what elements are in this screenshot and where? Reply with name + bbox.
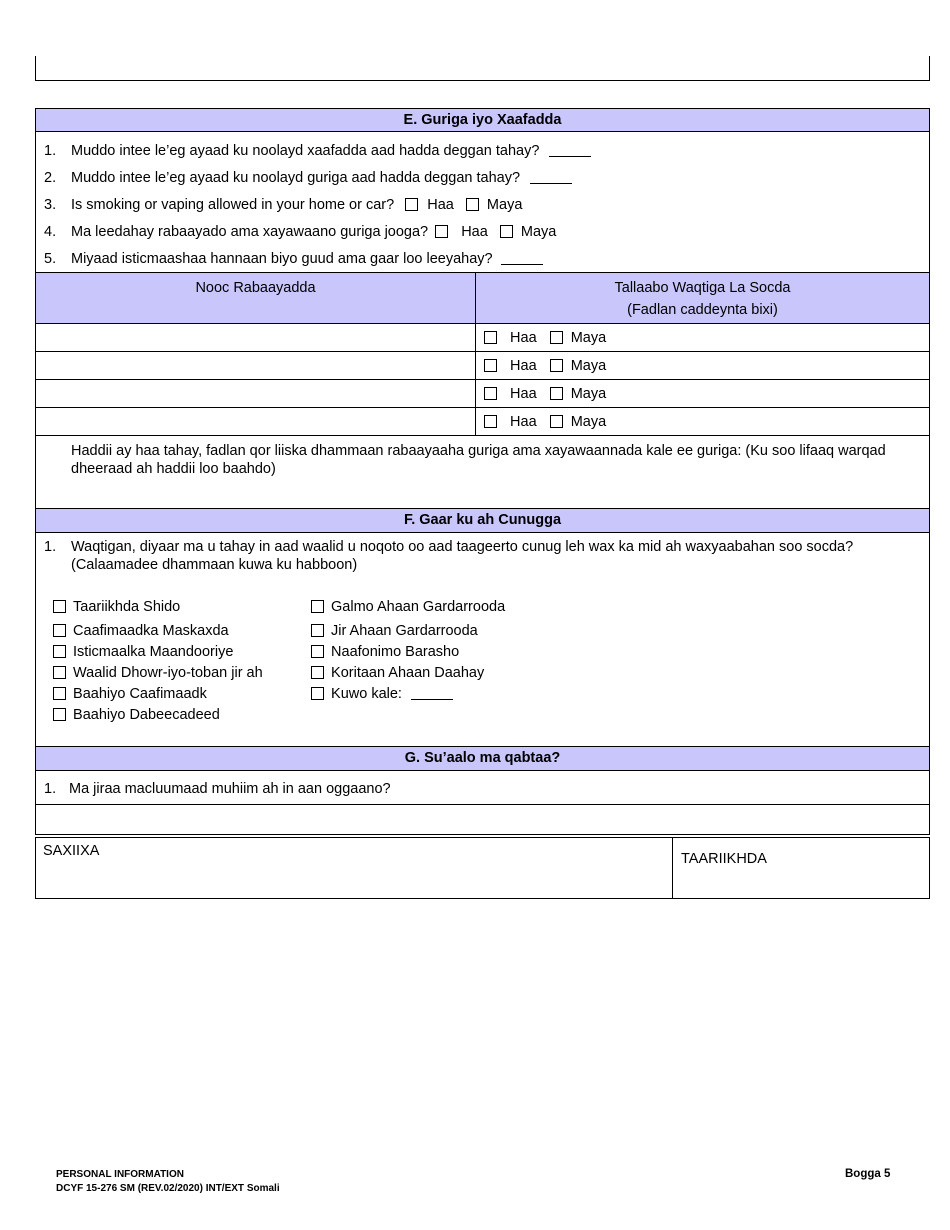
f-option-other[interactable] [311,686,505,707]
e-q4 [71,224,556,240]
e-q5 [71,251,543,267]
f-option-label: Koritaan Ahaan Daahay [331,665,485,681]
f-left-options [53,599,263,728]
section-g-title: G. Su’aalo ma qabtaa? [404,750,561,766]
pets-row-3-yes-checkbox[interactable] [484,387,497,400]
f-option-physically-aggressive[interactable] [311,623,505,644]
f-option-label: Naafonimo Barasho [331,644,460,660]
e-q3-yes-label: Haa [427,197,454,213]
f-option-label: Caafimaadka Maskaxda [73,623,229,639]
e-q4-yes-label: Haa [461,224,488,240]
f-option-label: Baahiyo Dabeecadeed [73,707,220,723]
g-q1-text: Ma jiraa macluumaad muhiim ah in aan oggaano? [69,781,391,797]
f-q1-text-line2: (Calaamadee dhammaan kuwa ku habboon) [71,557,358,573]
f-option-seizure-history[interactable] [53,599,263,623]
date-field[interactable] [673,870,929,898]
pets-row-3-yes-label: Haa [510,386,537,402]
pets-row-1-yes-label: Haa [510,330,537,346]
footer-form-number: DCYF 15-276 SM (REV.02/2020) INT/EXT Somali [56,1183,280,1194]
g-q1-number: 1. [44,781,57,797]
g-q1-answer-area[interactable] [36,805,929,834]
pets-row-2-yes-checkbox[interactable] [484,359,497,372]
f-option-mental-health[interactable] [53,623,263,644]
f-option-label: Waalid Dhowr-iyo-toban jir ah [73,665,263,681]
f-q1-number: 1. [44,539,57,555]
e-q1-answer-blank[interactable] [549,156,591,157]
f-option-medical-needs[interactable] [53,686,263,707]
e-q1-text: Muddo intee le’eg ayaad ku noolayd xaafadda aad hadda deggan tahay? [71,143,540,159]
date-label: TAARIIKHDA [681,851,767,867]
e-q1-number: 1. [44,143,57,159]
pets-col-vaccination-header-line2: (Fadlan caddeynta bixi) [627,302,778,318]
pets-row-3-no-label: Maya [570,386,607,402]
f-option-label: Galmo Ahaan Gardarrooda [331,599,506,615]
f-option-other-blank[interactable] [411,699,453,700]
footer-page-number: Bogga 5 [845,1168,891,1180]
f-option-label: Isticmaalka Maandooriye [73,644,234,660]
pets-row-1 [484,330,606,346]
e-q4-no-label: Maya [520,224,557,240]
pets-col-type-header: Nooc Rabaayadda [195,280,316,296]
f-option-developmental-delay[interactable] [311,665,505,686]
pets-row-2-yes-label: Haa [510,358,537,374]
signature-label: SAXIIXA [43,843,100,859]
e-q4-text: Ma leedahay rabaayado ama xayawaano guriga jooga? [71,224,429,240]
e-q2 [71,170,572,186]
f-option-label: Kuwo kale: [331,686,402,702]
e-q3-yes-checkbox[interactable] [405,198,418,211]
f-option-label: Taariikhda Shido [73,599,181,615]
f-option-behavioral-needs[interactable] [53,707,263,728]
pets-row-1-no-label: Maya [570,330,607,346]
pets-row-1-yes-checkbox[interactable] [484,331,497,344]
pets-row-4-yes-checkbox[interactable] [484,415,497,428]
pets-row-4-no-checkbox[interactable] [550,415,563,428]
signature-field[interactable] [36,862,672,898]
pets-row-3-no-checkbox[interactable] [550,387,563,400]
pets-row-2 [484,358,606,374]
previous-section-box [35,56,930,81]
section-e-title: E. Guriga iyo Xaafadda [403,112,562,128]
f-right-options [311,599,505,707]
f-option-substance-use[interactable] [53,644,263,665]
e-q2-text: Muddo intee le’eg ayaad ku noolayd guriga aad hadda deggan tahay? [71,170,521,186]
f-option-label: Baahiyo Caafimaadk [73,686,207,702]
pets-row-4-no-label: Maya [570,414,607,430]
footer-personal-information: PERSONAL INFORMATION [56,1169,184,1180]
f-option-learning-disability[interactable] [311,644,505,665]
f-q1-text-line1: Waqtigan, diyaar ma u tahay in aad waalid u noqoto oo aad taageerto cunug leh wax ka mid ah waxyaabahan soo socda? [71,539,854,555]
section-g-header [35,746,930,771]
e-q3-text: Is smoking or vaping allowed in your home or car? [71,197,395,213]
e-q4-yes-checkbox[interactable] [435,225,448,238]
pets-list-note: Haddii ay haa tahay, fadlan qor liiska dhammaan rabaayaaha guriga ama xayawaannada kale ee guriga: (Ku soo lifaaq warqad dheeraad ah haddii loo baahdo) [71,443,886,477]
pets-row-2-no-label: Maya [570,358,607,374]
f-option-sexually-aggressive[interactable] [311,599,505,623]
e-q4-no-checkbox[interactable] [500,225,513,238]
pets-col-vaccination-header-line1: Tallaabo Waqtiga La Socda [614,280,791,296]
e-q3-no-label: Maya [486,197,523,213]
pets-row-4-yes-label: Haa [510,414,537,430]
section-f-header [35,508,930,533]
e-q3-number: 3. [44,197,57,213]
pets-row-4 [484,414,606,430]
e-q3-no-checkbox[interactable] [466,198,479,211]
e-q5-answer-blank[interactable] [501,264,543,265]
e-q4-number: 4. [44,224,57,240]
section-e-header [35,108,930,132]
section-f-title: F. Gaar ku ah Cunugga [403,512,562,528]
e-q5-number: 5. [44,251,57,267]
e-q2-answer-blank[interactable] [530,183,572,184]
pets-row-2-no-checkbox[interactable] [550,359,563,372]
e-q5-text: Miyaad isticmaashaa hannaan biyo guud ama gaar loo leeyahay? [71,251,493,267]
e-q2-number: 2. [44,170,57,186]
pets-row-3 [484,386,606,402]
pets-row-1-no-checkbox[interactable] [550,331,563,344]
f-option-teen-parent[interactable] [53,665,263,686]
e-q1 [71,143,591,159]
e-q3 [71,197,522,213]
f-option-label: Jir Ahaan Gardarrooda [331,623,478,639]
